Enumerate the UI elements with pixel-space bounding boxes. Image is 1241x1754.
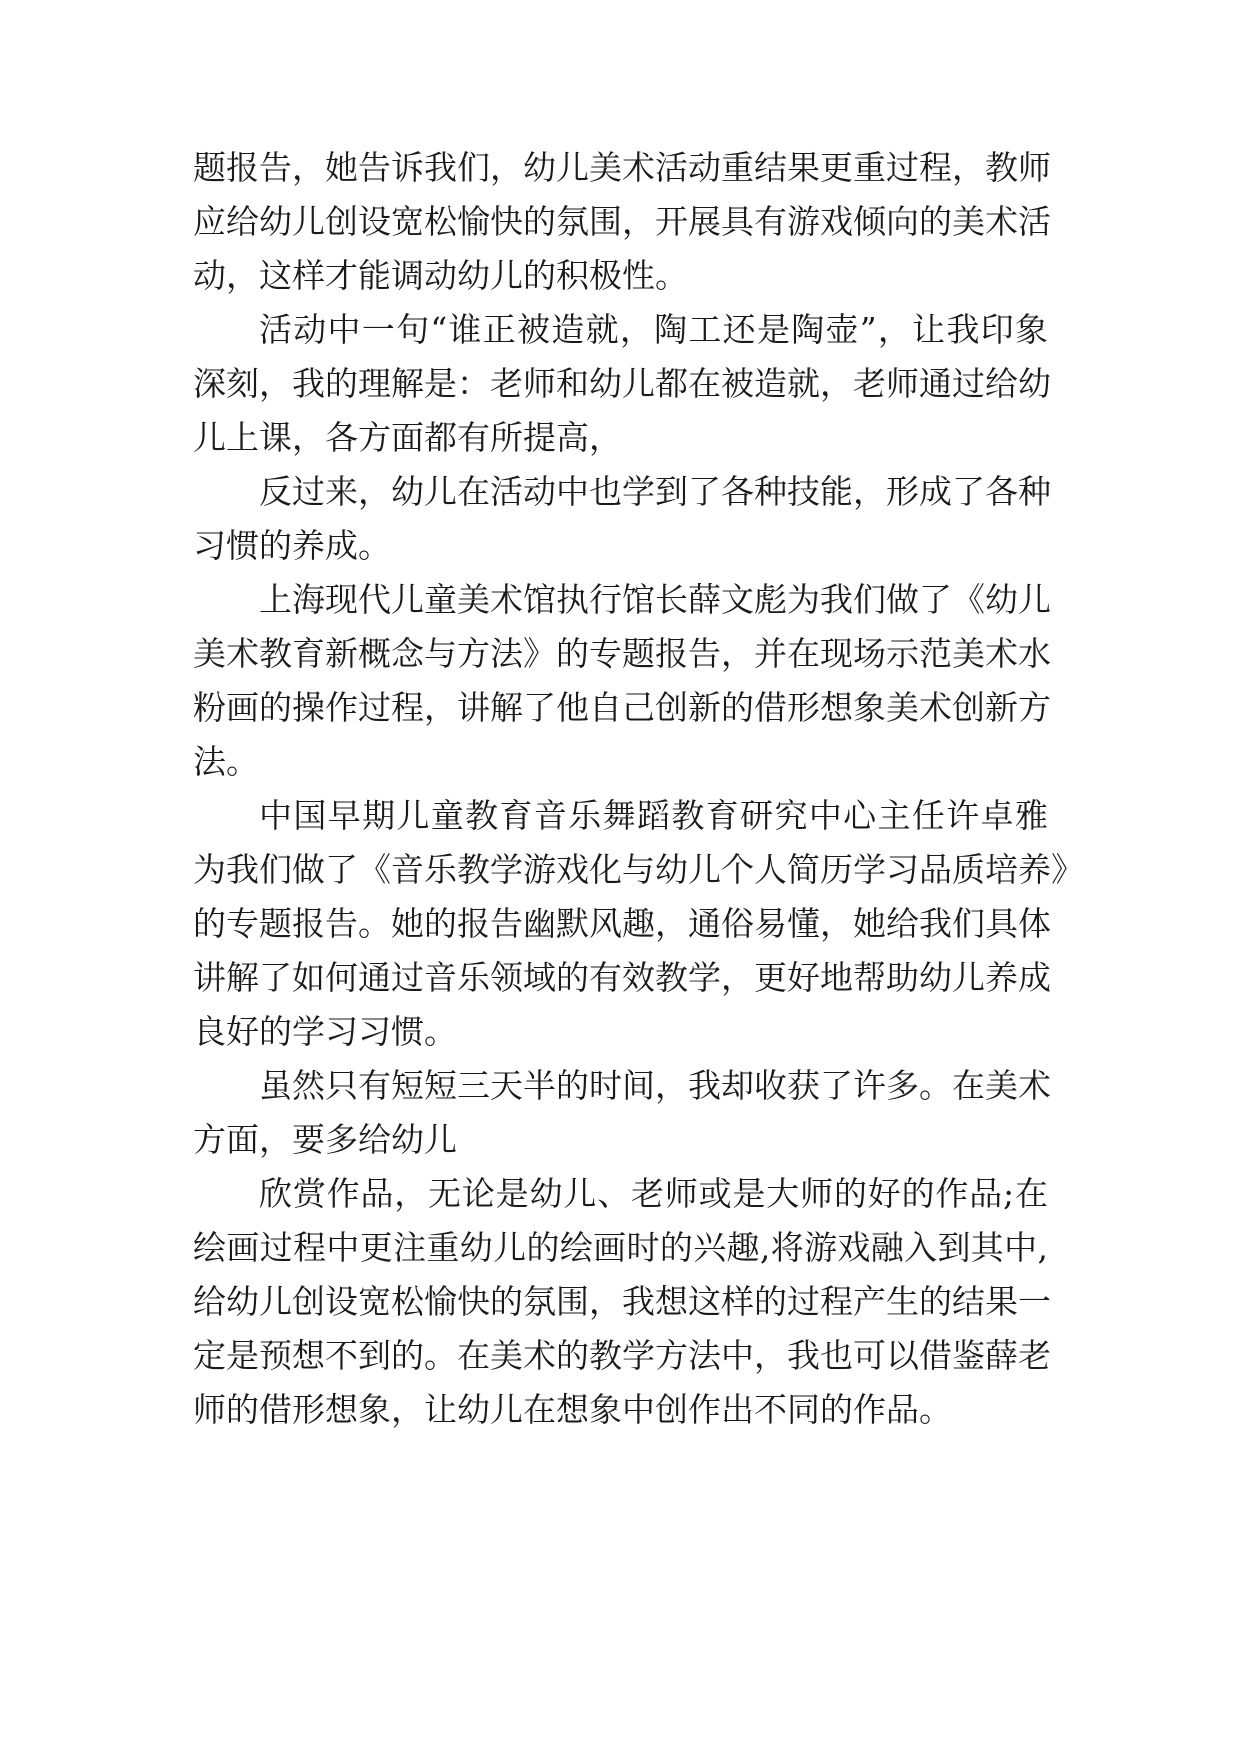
text-line: 讲解了如何通过音乐领域的有效教学，更好地帮助幼儿养成	[193, 958, 1051, 997]
text-line: 为我们做了《音乐教学游戏化与幼儿个人简历学习品质培养》	[193, 850, 1084, 889]
paragraph-first-line: 上海现代儿童美术馆执行馆长薛文彪为我们做了《幼儿	[259, 580, 1051, 619]
text-line: 给幼儿创设宽松愉快的氛围，我想这样的过程产生的结果一	[193, 1282, 1051, 1321]
text-line: 动，这样才能调动幼儿的积极性。	[193, 256, 688, 295]
text-line: 习惯的养成。	[193, 526, 391, 565]
paragraph-first-line: 虽然只有短短三天半的时间，我却收获了许多。在美术	[259, 1066, 1051, 1105]
paragraph-first-line: 反过来，幼儿在活动中也学到了各种技能，形成了各种	[259, 472, 1051, 511]
text-line: 良好的学习习惯。	[193, 1012, 457, 1051]
text-line: 定是预想不到的。在美术的教学方法中，我也可以借鉴薛老	[193, 1336, 1051, 1375]
text-line: 美术教育新概念与方法》的专题报告，并在现场示范美术水	[193, 634, 1051, 673]
text-line: 师的借形想象，让幼儿在想象中创作出不同的作品。	[193, 1390, 952, 1429]
paragraph-first-line: 欣赏作品，无论是幼儿、老师或是大师的好的作品;在	[259, 1174, 1048, 1213]
text-line: 方面，要多给幼儿	[193, 1120, 457, 1159]
text-line: 深刻，我的理解是：老师和幼儿都在被造就，老师通过给幼	[193, 364, 1051, 403]
paragraph-first-line: 活动中一句“谁正被造就，陶工还是陶壶”，让我印象	[259, 310, 1048, 349]
paragraph-first-line: 中国早期儿童教育音乐舞蹈教育研究中心主任许卓雅	[259, 796, 1048, 835]
text-line: 的专题报告。她的报告幽默风趣，通俗易懂，她给我们具体	[193, 904, 1051, 943]
text-line: 粉画的操作过程，讲解了他自己创新的借形想象美术创新方	[193, 688, 1051, 727]
text-line: 题报告，她告诉我们，幼儿美术活动重结果更重过程，教师	[193, 148, 1051, 187]
text-line: 绘画过程中更注重幼儿的绘画时的兴趣,将游戏融入到其中,	[193, 1228, 1048, 1267]
text-line: 应给幼儿创设宽松愉快的氛围，开展具有游戏倾向的美术活	[193, 202, 1051, 241]
text-line: 法。	[193, 742, 259, 781]
text-line: 儿上课，各方面都有所提高，	[193, 418, 622, 457]
